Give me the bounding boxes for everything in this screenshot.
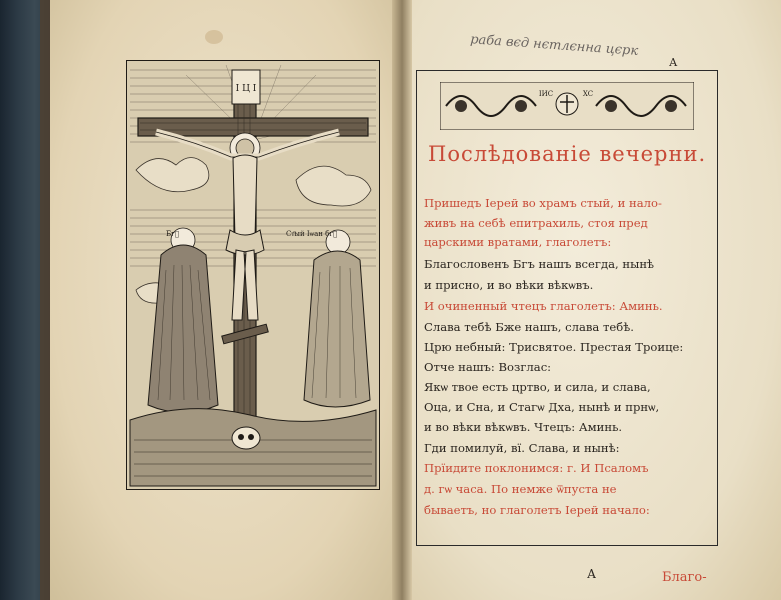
monogram-left: ІИС bbox=[538, 90, 554, 98]
section-heading: Послѣдованіе вечерни. bbox=[428, 142, 707, 166]
catchword: Благо- bbox=[662, 570, 707, 585]
text-line: Гди помилуй, вї. Слава, и нынѣ: bbox=[424, 441, 620, 455]
monogram-right: ХС bbox=[582, 90, 594, 98]
signature-mark: А bbox=[669, 56, 678, 69]
book-gutter bbox=[392, 0, 412, 600]
text-line: Слава тебѣ Бже нашъ, слава тебѣ. bbox=[424, 320, 634, 334]
ornamental-headpiece bbox=[440, 82, 694, 130]
text-line: царскими вратами, глаголетъ: bbox=[424, 235, 612, 249]
paper-stain bbox=[205, 30, 223, 44]
text-line: Пришедъ Іерей во храмъ стый, и нало- bbox=[424, 196, 662, 210]
footer-signature: А bbox=[587, 567, 597, 581]
text-line: Оца, и Сна, и Стагѡ Дха, нынѣ и прнѡ, bbox=[424, 400, 660, 414]
john-label: Ст҃ый Іѡан бгⷭ bbox=[286, 230, 338, 238]
mary-label: Бгⷣ bbox=[166, 230, 180, 238]
title-tablet-text: I Ц I bbox=[235, 84, 257, 94]
crucifixion-engraving bbox=[126, 60, 380, 490]
text-line: Црю небный: Трисвятое. Престая Троице: bbox=[424, 340, 684, 354]
text-line: Прїидите поклонимся: г. И Псаломъ bbox=[424, 461, 649, 475]
text-line: и присно, и во вѣки вѣкѡвъ. bbox=[424, 278, 594, 292]
text-line: Благословенъ Бгъ нашъ всегда, нынѣ bbox=[424, 257, 655, 271]
text-line: живъ на себѣ епитрахиль, стоя пред bbox=[424, 216, 648, 230]
text-line: Якѡ твое есть цртво, и сила, и слава, bbox=[424, 380, 651, 394]
text-line: д. гѡ часа. По немже ѿпуста не bbox=[424, 482, 617, 496]
text-line: бываетъ, но глаголетъ Іерей начало: bbox=[424, 503, 650, 517]
handwritten-note: раба вєд нєтлєнна цєрк bbox=[469, 32, 639, 59]
text-line: и во вѣки вѣкѡвъ. Чтецъ: Аминь. bbox=[424, 420, 623, 434]
text-line: И очиненный чтецъ глаголетъ: Аминь. bbox=[424, 299, 663, 313]
text-line: Отче нашъ: Возглас: bbox=[424, 360, 552, 374]
